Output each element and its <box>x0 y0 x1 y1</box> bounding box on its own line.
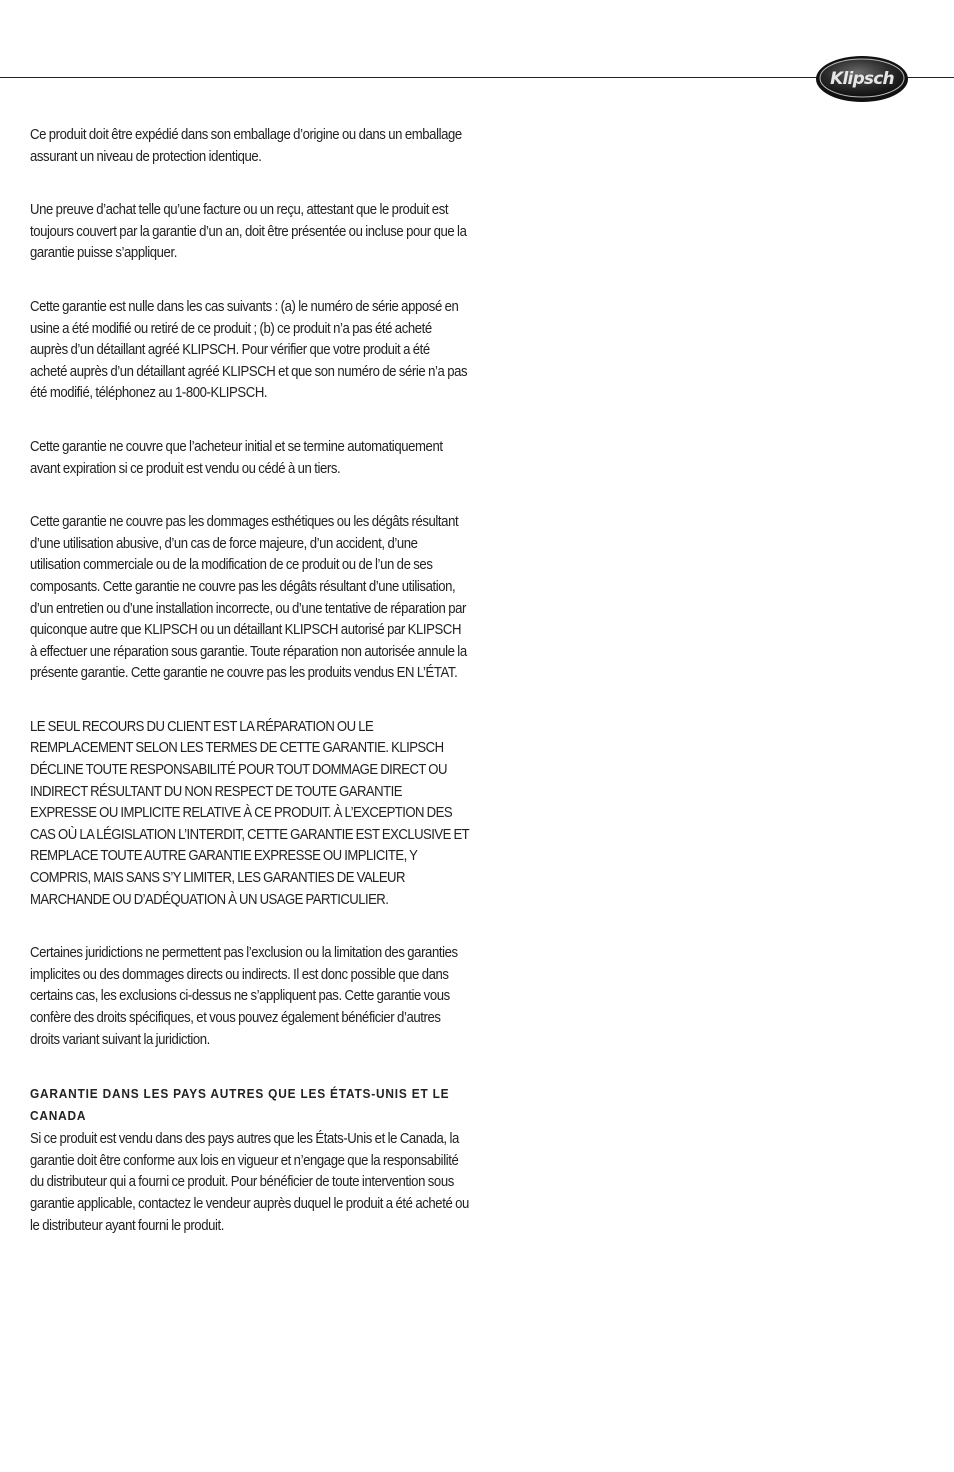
warranty-text <box>30 125 470 1237</box>
paragraph-jurisdictions: Certaines juridictions ne permettent pas l’exclusion ou la limitation des garanties implicites ou des dommages directs ou indirects. Il est donc possible que dans certains cas, les exclusions ci-dessus ne s’appliquent pas. Cette garantie vous confère des droits spécifiques, et vous pouvez également bénéficier d’autres droits variant suivant la juridiction. <box>30 945 458 1048</box>
paragraph-packaging: Ce produit doit être expédié dans son emballage d’origine ou dans un emballage assurant un niveau de protection identique. <box>30 127 462 165</box>
section-heading: GARANTIE DANS LES PAYS AUTRES QUE LES ÉTATS-UNIS ET LE CANADA <box>30 1086 450 1124</box>
klipsch-logo <box>814 54 910 104</box>
paragraph-exclusions: Cette garantie ne couvre pas les dommages esthétiques ou les dégâts résultant d’une utilisation abusive, d’un cas de force majeure, d’un accident, d’une utilisation commerciale ou de la modification de ce produit ou de l’un de ses composants. Cette garantie ne couvre pas les dégâts résultant d’une utilisation, d’un entretien ou d’une installation incorrecte, ou d’une tentative de réparation par quiconque autre que KLIPSCH ou un détaillant KLIPSCH autorisé par KLIPSCH à effectuer une réparation sous garantie. Toute réparation non autorisée annule la présente garantie. Cette garantie ne couvre pas les produits vendus EN L’ÉTAT. <box>30 514 467 682</box>
paragraph-sole-remedy: LE SEUL RECOURS DU CLIENT EST LA RÉPARATION OU LE REMPLACEMENT SELON LES TERMES DE CETTE GARANTIE. KLIPSCH DÉCLINE TOUTE RESPONSABILITÉ POUR TOUT DOMMAGE DIRECT OU INDIRECT RÉSULTANT DU NON RESPECT DE TOUTE GARANTIE EXPRESSE OU IMPLICITE RELATIVE À CE PRODUIT. À L’EXCEPTION DES CAS OÙ LA LÉGISLATION L’INTERDIT, CETTE GARANTIE EST EXCLUSIVE ET REMPLACE TOUTE AUTRE GARANTIE EXPRESSE OU IMPLICITE, Y COMPRIS, MAIS SANS S’Y LIMITER, LES GARANTIES DE VALEUR MARCHANDE OU D’ADÉQUATION À UN USAGE PARTICULIER. <box>30 718 469 908</box>
logo-text: Klipsch <box>830 69 894 89</box>
header-rule <box>0 77 954 78</box>
paragraph-void-conditions: Cette garantie est nulle dans les cas suivants : (a) le numéro de série apposé en usine a été modifié ou retiré de ce produit ; (b) ce produit n’a pas été acheté auprès d’un détaillant agréé KLIPSCH. Pour vérifier que votre produit a été acheté auprès d’un détaillant agréé KLIPSCH et que son numéro de série n’a pas été modifié, téléphonez au 1-800-KLIPSCH. <box>30 298 468 402</box>
paragraph-proof-of-purchase: Une preuve d’achat telle qu’une facture ou un reçu, attestant que le produit est toujours couvert par la garantie d’un an, doit être présentée ou incluse pour que la garantie puisse s’appliquer. <box>30 202 467 262</box>
paragraph-initial-buyer: Cette garantie ne couvre que l’acheteur initial et se termine automatiquement avant expiration si ce produit est vendu ou cédé à un tiers. <box>30 438 443 477</box>
paragraph-other-countries: Si ce produit est vendu dans des pays autres que les États-Unis et le Canada, la garantie doit être conforme aux lois en vigueur et n’engage que la responsabilité du distributeur qui a fourni ce produit. Pour bénéficier de toute intervention sous garantie applicable, contactez le vendeur auprès duquel le produit a été acheté ou le distributeur ayant fourni le produit. <box>30 1131 469 1234</box>
